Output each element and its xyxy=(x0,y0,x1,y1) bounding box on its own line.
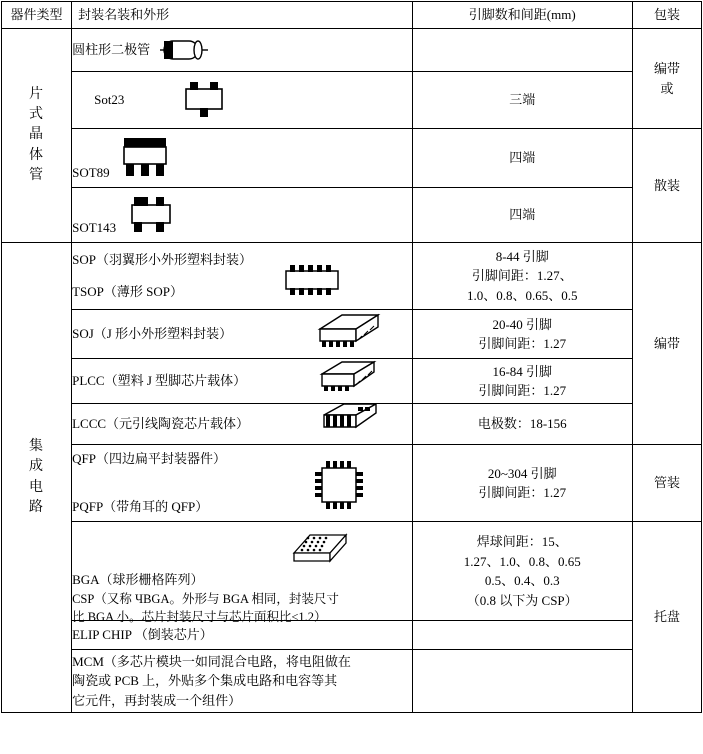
diode-icon xyxy=(158,35,212,65)
label-lccc: LCCC（元引线陶瓷芯片载体） xyxy=(72,416,250,432)
group-label-transistor xyxy=(2,29,72,243)
cell-pins-qfp xyxy=(412,445,632,522)
cell-package-mcm xyxy=(72,650,412,713)
label-csp-line2: 比 BGA 小。芯片封装尺寸与芯片面积比≤1.2） xyxy=(72,610,327,624)
cell-package-sop xyxy=(72,243,412,310)
label-soj: SOJ（J 形小外形塑料封装） xyxy=(72,326,233,342)
cell-pack-tube xyxy=(632,445,701,522)
table-row xyxy=(2,310,702,359)
sot89-icon xyxy=(112,134,176,180)
pins-bga-line2: 1.27、1.0、0.8、0.65 xyxy=(463,553,581,569)
qfp-icon xyxy=(310,456,368,514)
pack-tray-text: 托盘 xyxy=(653,609,680,625)
cell-pack-bulk xyxy=(632,129,701,243)
table-row xyxy=(2,129,702,188)
pins-lccc-line1: 电极数：18-156 xyxy=(477,416,567,432)
cell-pack-tape xyxy=(632,29,701,129)
cell-pins-diode xyxy=(412,29,632,72)
lccc-icon xyxy=(314,399,384,437)
cell-pins-lccc xyxy=(412,404,632,445)
cell-package-lccc xyxy=(72,404,412,445)
cell-package-sot143 xyxy=(72,188,412,243)
cell-package-soj xyxy=(72,310,412,359)
cell-package-diode xyxy=(72,29,412,72)
table-row xyxy=(2,404,702,445)
label-mcm-line1: MCM（多芯片模块一如同混合电路，将电阻做在 xyxy=(72,653,351,669)
pack-bulk-text: 散装 xyxy=(653,177,680,193)
pins-sop-line2: 引脚间距：1.27、 xyxy=(471,268,573,284)
cell-package-bga xyxy=(72,522,412,624)
header-package-name: 封装名装和外形 xyxy=(72,2,412,29)
label-csp-line1: CSP（又称 ЧBGA。外形与 BGA 相同，封装尺寸 xyxy=(72,592,339,606)
cell-pins-soj xyxy=(412,310,632,359)
pins-sop-line1: 8-44 引脚 xyxy=(495,248,549,264)
cell-pins-plcc xyxy=(412,359,632,404)
pins-sop-line3: 1.0、0.8、0.65、0.5 xyxy=(466,287,578,303)
sop-icon xyxy=(276,263,348,297)
pins-bga-line1: 焊球间距：15、 xyxy=(476,534,568,549)
table-row xyxy=(2,188,702,243)
soj-icon xyxy=(308,311,384,355)
pack-tube-text: 管装 xyxy=(653,475,680,491)
package-table xyxy=(1,1,702,713)
pins-soj-line2: 引脚间距：1.27 xyxy=(478,336,567,351)
label-diode: 圆柱形二极管 xyxy=(72,42,151,58)
pins-bga-line4: （0.8 以下为 CSP） xyxy=(466,592,578,608)
pins-qfp-line2: 引脚间距：1.27 xyxy=(478,485,567,500)
table-row xyxy=(2,522,702,621)
pins-plcc-line1: 16-84 引脚 xyxy=(492,363,553,379)
label-sot143: SOT143 xyxy=(72,220,117,236)
cell-package-sot23 xyxy=(72,72,412,129)
table-header-row xyxy=(2,2,702,29)
label-mcm-line2: 陶瓷或 PCB 上，外贴多个集成电路和电容等其 xyxy=(72,673,338,689)
table-row xyxy=(2,29,702,72)
group-label-ic-text: 集 成 电 路 xyxy=(29,438,45,515)
pins-plcc-line2: 引脚间距：1.27 xyxy=(478,383,567,398)
label-pqfp: PQFP（带角耳的 QFP） xyxy=(72,499,209,515)
group-label-ic xyxy=(2,243,72,713)
cell-package-plcc xyxy=(72,359,412,404)
cell-package-sot89 xyxy=(72,129,412,188)
cell-package-qfp xyxy=(72,445,412,522)
sot143-icon xyxy=(120,193,180,235)
cell-pins-mcm xyxy=(412,650,632,713)
table-row xyxy=(2,72,702,129)
cell-pins-sot23: 三端 xyxy=(412,72,632,129)
pins-bga-line3: 0.5、0.4、0.3 xyxy=(484,573,560,588)
label-tsop: TSOP（薄形 SOP） xyxy=(72,284,183,299)
pack-tape2-text: 编带 xyxy=(653,335,680,351)
cell-pack-tape2 xyxy=(632,243,701,445)
pins-soj-line1: 20-40 引脚 xyxy=(492,316,553,332)
table-row xyxy=(2,359,702,404)
sot23-icon xyxy=(172,79,236,121)
group-label-transistor-text: 片 式 晶 体 管 xyxy=(29,86,45,183)
plcc-icon xyxy=(312,358,382,398)
pack-tape-text: 编带 或 xyxy=(653,61,680,96)
table-row xyxy=(2,243,702,310)
table-row xyxy=(2,650,702,713)
header-device-type: 器件类型 xyxy=(2,2,72,29)
cell-pins-flipchip xyxy=(412,621,632,650)
cell-pins-sot143: 四端 xyxy=(412,188,632,243)
label-plcc: PLCC（塑料 J 型脚芯片载体） xyxy=(72,373,247,389)
cell-pins-bga xyxy=(412,522,632,621)
label-mcm-line3: 它元件，再封装成一个组件） xyxy=(72,692,242,708)
label-qfp: QFP（四边扁平封装器件） xyxy=(72,451,226,466)
label-sop: SOP（羽翼形小外形塑料封装） xyxy=(72,252,252,268)
cell-pins-sot89: 四端 xyxy=(412,129,632,188)
bga-icon xyxy=(290,527,352,571)
label-sot89: SOT89 xyxy=(72,165,110,181)
label-sot23: Sot23 xyxy=(94,92,125,108)
header-packing: 包装 xyxy=(632,2,701,29)
label-flipchip: ELIP CHIP （倒装芯片） xyxy=(72,627,213,643)
table-row xyxy=(2,445,702,522)
cell-pack-tray xyxy=(632,522,701,713)
header-pin-count: 引脚数和间距(mm) xyxy=(412,2,632,29)
pins-qfp-line1: 20~304 引脚 xyxy=(487,465,557,481)
label-bga: BGA（球形栅格阵列） xyxy=(72,572,204,587)
cell-pins-sop xyxy=(412,243,632,310)
